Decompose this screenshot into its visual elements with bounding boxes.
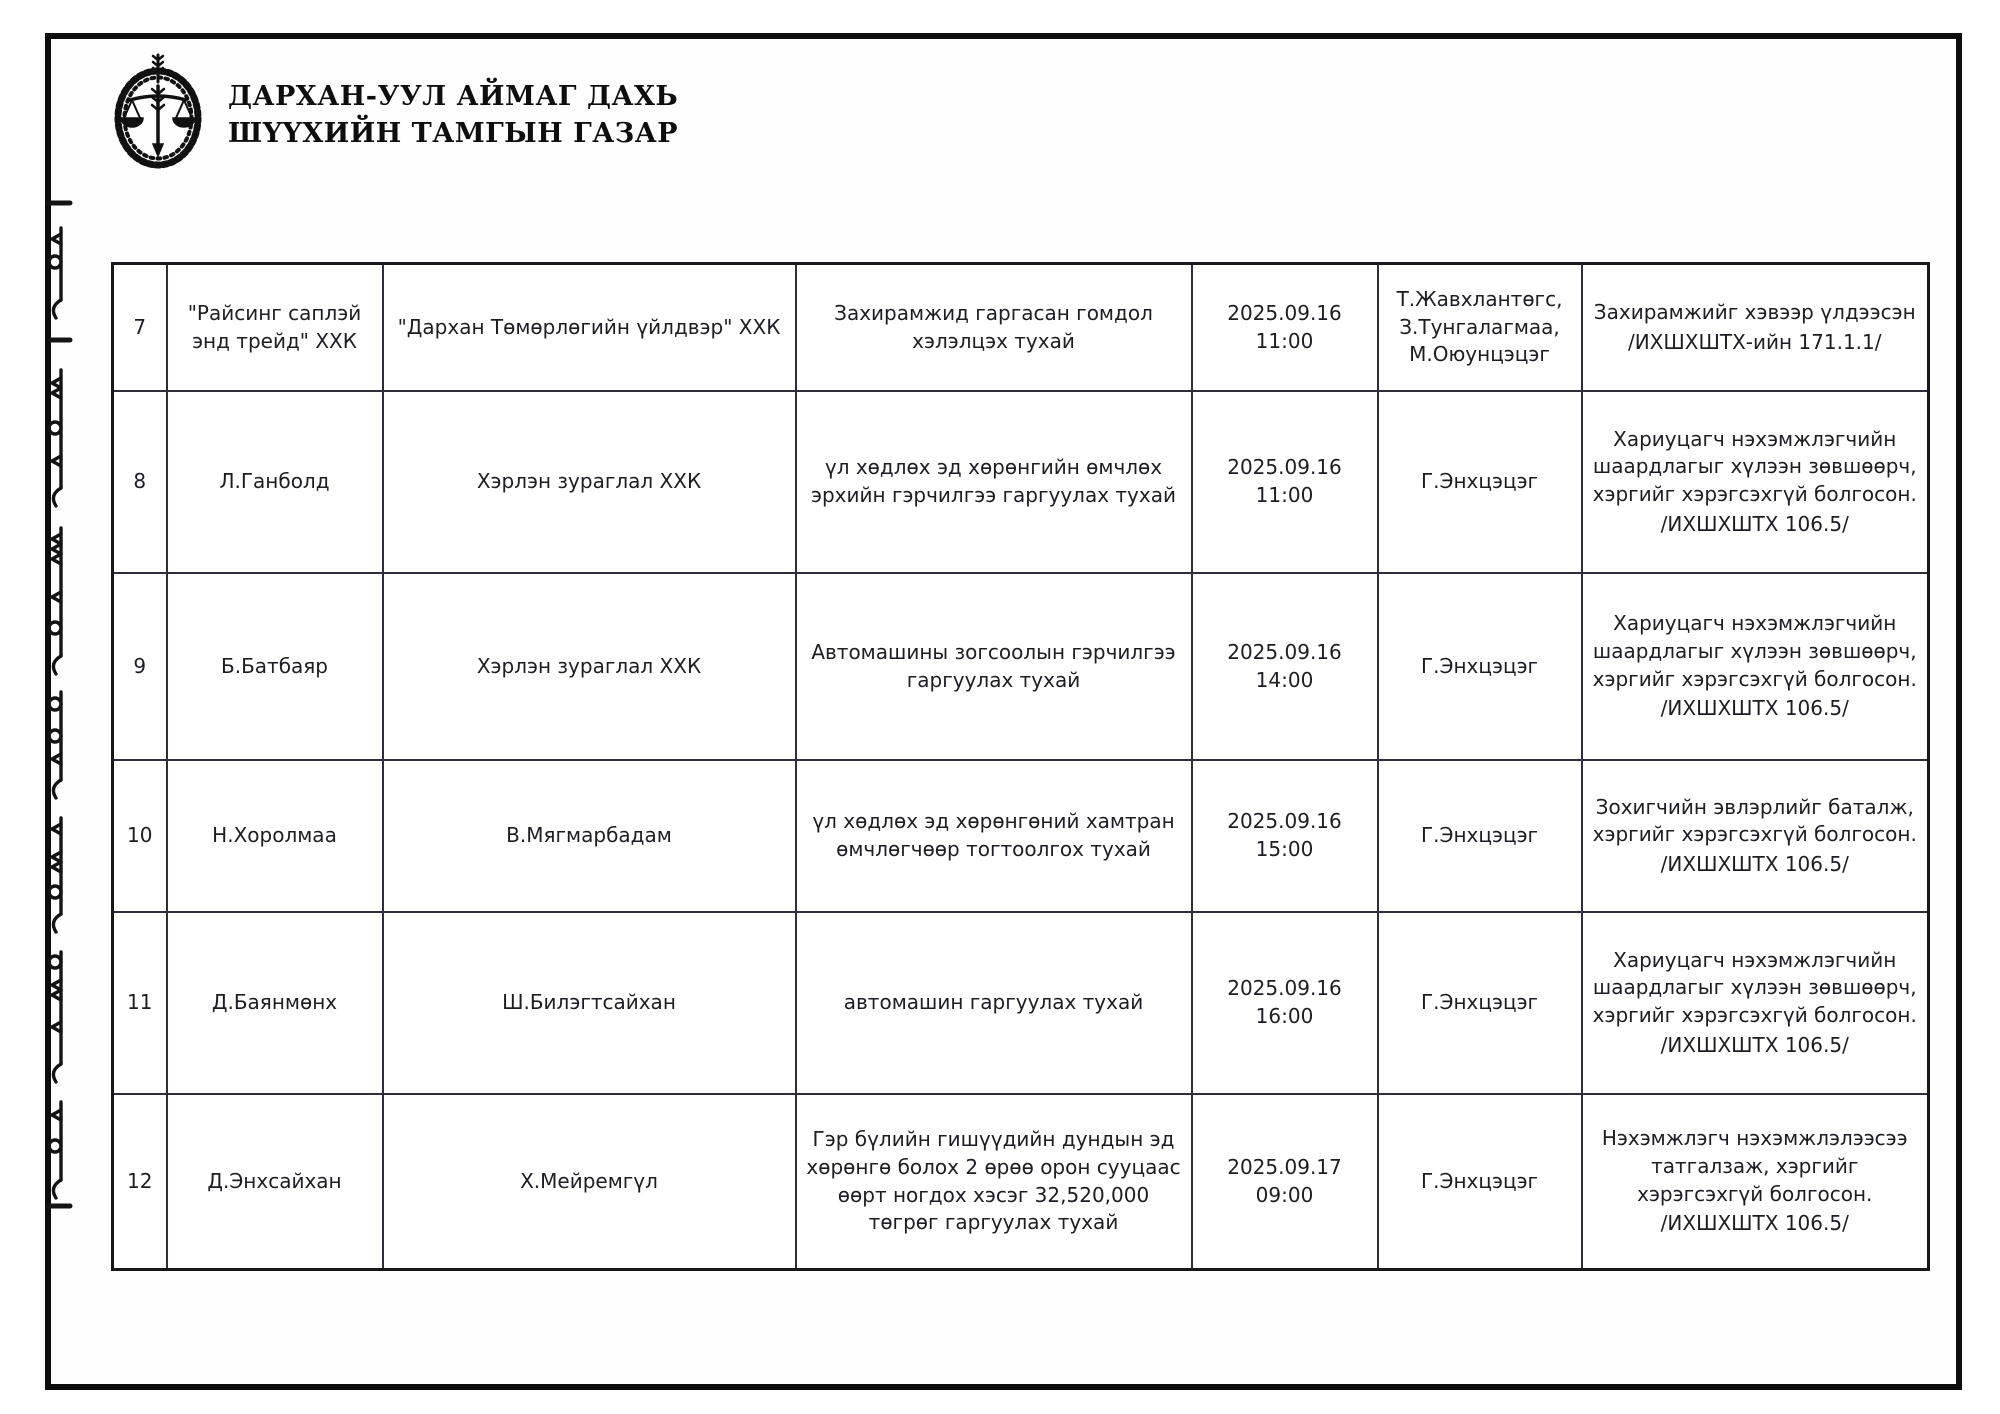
defendant-cell: Ш.Билэгтсайхан bbox=[383, 912, 796, 1094]
hearing-time: 11:00 bbox=[1255, 483, 1314, 507]
hearing-date: 2025.09.16 bbox=[1227, 639, 1342, 664]
table-row bbox=[113, 912, 1929, 1094]
hearing-time: 16:00 bbox=[1255, 1004, 1314, 1028]
row-number: 8 bbox=[113, 391, 167, 573]
claim-cell: Гэр бүлийн гишүүдийн дундын эд хөрөнгө болох 2 өрөө орон сууцаас өөрт ногдох хэсэг 32,520,000 төгрөг гаргуулах тухай bbox=[796, 1094, 1192, 1270]
result-cell bbox=[1582, 573, 1929, 760]
judge-cell: Г.Энхцэцэг bbox=[1378, 1094, 1582, 1270]
table-row bbox=[113, 264, 1929, 392]
plaintiff-cell: Л.Ганболд bbox=[167, 391, 383, 573]
plaintiff-cell: Д.Баянмөнх bbox=[167, 912, 383, 1094]
result-text: Хариуцагч нэхэмжлэгчийн шаардлагыг хүлээн зөвшөөрч, хэргийг хэрэгсэхгүй болгосон. bbox=[1592, 611, 1917, 691]
claim-cell: автомашин гаргуулах тухай bbox=[796, 912, 1192, 1094]
claim-cell: үл хөдлөх эд хөрөнгийн өмчлөх эрхийн гэрчилгээ гаргуулах тухай bbox=[796, 391, 1192, 573]
datetime-cell bbox=[1192, 912, 1378, 1094]
claim-cell: Захирамжид гаргасан гомдол хэлэлцэх тухай bbox=[796, 264, 1192, 392]
hearing-time: 11:00 bbox=[1255, 328, 1314, 353]
plaintiff-cell: Д.Энхсайхан bbox=[167, 1094, 383, 1270]
datetime-cell bbox=[1192, 1094, 1378, 1270]
claim-cell: үл хөдлөх эд хөрөнгөний хамтран өмчлөгчөөр тогтоолгох тухай bbox=[796, 760, 1192, 912]
result-text: Хариуцагч нэхэмжлэгчийн шаардлагыг хүлээн зөвшөөрч, хэргийг хэрэгсэхгүй болгосон. bbox=[1592, 947, 1917, 1027]
judge-cell: Г.Энхцэцэг bbox=[1378, 912, 1582, 1094]
plaintiff-cell: "Райсинг саплэй энд трейд" ХХК bbox=[167, 264, 383, 392]
law-reference: /ИХШХШТХ 106.5/ bbox=[1660, 696, 1849, 721]
result-cell bbox=[1582, 760, 1929, 912]
datetime-cell bbox=[1192, 573, 1378, 760]
result-text: Зохигчийн эвлэрлийг баталж, хэргийг хэрэгсэхгүй болгосон. bbox=[1592, 794, 1917, 847]
result-cell bbox=[1582, 912, 1929, 1094]
row-number: 7 bbox=[113, 264, 167, 392]
table-row bbox=[113, 1094, 1929, 1270]
result-text: Захирамжийг хэвээр үлдээсэн bbox=[1593, 299, 1916, 324]
hearing-date: 2025.09.16 bbox=[1227, 809, 1342, 834]
datetime-cell bbox=[1192, 391, 1378, 573]
defendant-cell: В.Мягмарбадам bbox=[383, 760, 796, 912]
law-reference: /ИХШХШТХ 106.5/ bbox=[1660, 511, 1849, 536]
page-title bbox=[228, 78, 678, 152]
mongolian-vertical-script-icon bbox=[36, 200, 84, 1210]
judge-cell: Г.Энхцэцэг bbox=[1378, 573, 1582, 760]
judge-cell: Г.Энхцэцэг bbox=[1378, 760, 1582, 912]
hearing-date: 2025.09.16 bbox=[1227, 455, 1342, 480]
result-text: Нэхэмжлэгч нэхэмжлэлээсээ татгалзаж, хэргийг хэрэгсэхгүй болгосон. bbox=[1601, 1126, 1908, 1206]
hearing-date: 2025.09.17 bbox=[1227, 1154, 1342, 1179]
hearing-date: 2025.09.16 bbox=[1227, 300, 1342, 325]
defendant-cell: Х.Мейремгүл bbox=[383, 1094, 796, 1270]
law-reference: /ИХШХШТХ 106.5/ bbox=[1660, 851, 1849, 876]
result-cell bbox=[1582, 1094, 1929, 1270]
hearing-time: 15:00 bbox=[1255, 837, 1314, 861]
hearing-date: 2025.09.16 bbox=[1227, 976, 1342, 1001]
hearing-time: 14:00 bbox=[1255, 667, 1314, 692]
org-name-line2: ШҮҮХИЙН ТАМГЫН ГАЗАР bbox=[228, 118, 679, 149]
justice-scales-wreath-icon bbox=[106, 52, 210, 170]
row-number: 11 bbox=[113, 912, 167, 1094]
law-reference: /ИХШХШТХ 106.5/ bbox=[1660, 1211, 1849, 1236]
table-row bbox=[113, 760, 1929, 912]
table-row bbox=[113, 573, 1929, 760]
plaintiff-cell: Н.Хоролмаа bbox=[167, 760, 383, 912]
defendant-cell: "Дархан Төмөрлөгийн үйлдвэр" ХХК bbox=[383, 264, 796, 392]
law-reference: /ИХШХШТХ-ийн 171.1.1/ bbox=[1627, 329, 1882, 354]
datetime-cell bbox=[1192, 760, 1378, 912]
row-number: 9 bbox=[113, 573, 167, 760]
judge-cell: Т.Жавхлантөгс, З.Тунгалагмаа, М.Оюунцэцэг bbox=[1378, 264, 1582, 392]
result-text: Хариуцагч нэхэмжлэгчийн шаардлагыг хүлээн зөвшөөрч, хэргийг хэрэгсэхгүй болгосон. bbox=[1592, 426, 1917, 506]
defendant-cell: Хэрлэн зураглал ХХК bbox=[383, 573, 796, 760]
defendant-cell: Хэрлэн зураглал ХХК bbox=[383, 391, 796, 573]
org-name-line1: ДАРХАН-УУЛ АЙМАГ ДАХЬ bbox=[228, 81, 679, 112]
judge-cell: Г.Энхцэцэг bbox=[1378, 391, 1582, 573]
claim-cell: Автомашины зогсоолын гэрчилгээ гаргуулах тухай bbox=[796, 573, 1192, 760]
row-number: 12 bbox=[113, 1094, 167, 1270]
result-cell bbox=[1582, 264, 1929, 392]
plaintiff-cell: Б.Батбаяр bbox=[167, 573, 383, 760]
hearing-schedule-table bbox=[111, 262, 1930, 1271]
hearing-time: 09:00 bbox=[1255, 1182, 1314, 1207]
row-number: 10 bbox=[113, 760, 167, 912]
table-row bbox=[113, 391, 1929, 573]
result-cell bbox=[1582, 391, 1929, 573]
law-reference: /ИХШХШТХ 106.5/ bbox=[1660, 1032, 1849, 1057]
datetime-cell bbox=[1192, 264, 1378, 392]
